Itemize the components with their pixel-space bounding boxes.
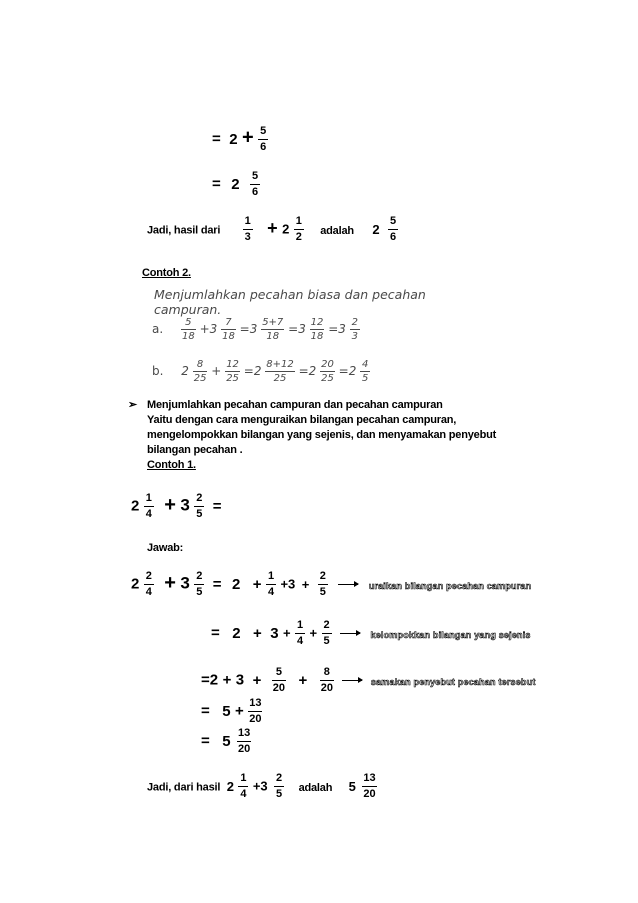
numerator: 2	[351, 317, 358, 328]
denominator: 5	[196, 586, 203, 598]
term: 5	[222, 732, 231, 750]
fraction	[320, 666, 334, 695]
equals-sign: =	[288, 322, 299, 336]
denominator: 18	[266, 331, 280, 342]
whole-number: 2	[229, 130, 238, 148]
item-label-b: b.	[152, 364, 164, 378]
denominator: 3	[351, 331, 358, 342]
plus-sign: +	[211, 364, 222, 378]
numerator: 5	[275, 666, 282, 678]
equation-line-2	[212, 170, 260, 199]
numerator: 2	[276, 772, 283, 784]
fraction	[310, 317, 325, 342]
conclusion-mid: adalah	[320, 224, 354, 237]
plus-sign: +	[242, 126, 254, 149]
fraction	[238, 772, 248, 801]
plus-sign: +	[252, 778, 261, 794]
solution-step-1	[131, 570, 531, 599]
numerator: 5	[251, 170, 259, 182]
whole-number: 2	[131, 497, 140, 515]
numerator: 8	[196, 359, 204, 370]
denominator: 25	[193, 373, 207, 384]
whole-number: 2	[253, 364, 262, 378]
problem-expression	[131, 492, 222, 521]
description-line-2: mengelompokkan bilangan yang sejenis, dan menyamakan penyebut	[147, 429, 497, 441]
solution-step-3	[201, 666, 536, 695]
numerator: 12	[310, 317, 324, 328]
solution-step-4	[201, 697, 262, 726]
fraction	[294, 215, 304, 244]
equals-sign: =	[201, 671, 210, 689]
numerator: 2	[323, 619, 330, 631]
fraction	[237, 727, 251, 756]
numerator: 13	[238, 727, 251, 739]
fraction	[295, 619, 305, 648]
numerator: 8	[323, 666, 330, 678]
plus-sign: +	[164, 493, 176, 516]
denominator: 25	[321, 373, 334, 384]
whole-number: 2	[231, 175, 240, 193]
equals-sign: =	[201, 732, 210, 750]
plus-sign: +	[252, 671, 262, 689]
denominator: 4	[145, 586, 152, 598]
fraction	[194, 492, 204, 521]
denominator: 6	[389, 231, 397, 243]
denominator: 20	[272, 682, 286, 694]
example-2a	[152, 317, 360, 342]
whole-number: 3	[180, 495, 190, 515]
step-note: uraikan bilangan pecahan campuran	[368, 580, 532, 591]
denominator: 18	[222, 331, 235, 342]
fraction	[318, 570, 328, 599]
denominator: 5	[196, 508, 203, 520]
result-whole: 5	[348, 778, 356, 794]
term: 2	[209, 671, 219, 689]
numerator: 5	[389, 215, 397, 227]
solution-step-5	[201, 727, 251, 756]
whole-number: 2	[226, 778, 234, 794]
conclusion-line-2	[147, 772, 377, 801]
fraction	[266, 570, 276, 599]
plus-sign: +	[253, 624, 262, 642]
denominator: 20	[363, 788, 376, 800]
fraction	[250, 170, 260, 199]
fraction	[272, 666, 286, 695]
denominator: 20	[249, 713, 262, 725]
example-2-box	[148, 287, 488, 397]
whole-number: 2	[308, 364, 317, 378]
fraction	[274, 772, 284, 801]
equals-sign: =	[212, 575, 222, 593]
fraction	[221, 317, 236, 342]
term: 2	[231, 575, 241, 593]
whole-number: 3	[260, 778, 268, 794]
fraction	[194, 570, 204, 599]
section-title: Menjumlahkan pecahan campuran dan pecahan campuran	[147, 399, 443, 411]
example-2-box-title: Menjumlahkan pecahan biasa dan pecahan campuran.	[154, 287, 426, 317]
denominator: 4	[297, 635, 304, 647]
example-2b	[152, 359, 370, 384]
equals-sign: =	[212, 497, 222, 515]
numerator: 12	[226, 359, 239, 370]
term: 3	[235, 671, 245, 689]
numerator: 20	[321, 359, 334, 370]
term: 3	[270, 624, 279, 642]
answer-label: Jawab:	[147, 542, 184, 554]
numerator: 5	[185, 317, 192, 328]
denominator: 20	[320, 682, 333, 694]
plus-sign: +	[283, 625, 291, 641]
equals-sign: =	[243, 364, 254, 378]
term: 2	[232, 624, 241, 642]
fraction	[181, 317, 196, 342]
fraction	[360, 359, 370, 384]
fraction	[350, 317, 360, 342]
description-line-3: bilangan pecahan .	[147, 444, 243, 456]
fraction	[248, 697, 262, 726]
numerator: 2	[196, 492, 203, 504]
denominator: 4	[267, 586, 275, 598]
numerator: 13	[363, 772, 376, 784]
whole-number: 3	[180, 573, 190, 593]
whole-number: 2	[131, 575, 140, 593]
denominator: 25	[273, 373, 287, 384]
numerator: 1	[240, 772, 247, 784]
arrow-icon	[340, 633, 360, 634]
conclusion-line-1	[147, 215, 398, 244]
denominator: 18	[182, 331, 195, 342]
solution-step-2	[211, 619, 531, 648]
description-line-1: Yaitu dengan cara menguraikan bilangan pecahan campuran,	[147, 414, 457, 426]
term: 3	[288, 576, 296, 592]
denominator: 5	[323, 635, 330, 647]
fraction	[144, 570, 154, 599]
equals-sign: =	[212, 175, 221, 193]
fraction	[144, 492, 154, 521]
plus-sign: +	[280, 576, 289, 592]
conclusion-lead: Jadi, hasil dari	[147, 224, 221, 237]
equation-line-1	[212, 125, 268, 154]
denominator: 5	[362, 373, 369, 384]
denominator: 3	[244, 231, 251, 243]
whole-number: 2	[348, 364, 357, 378]
fraction	[243, 215, 253, 244]
numerator: 2	[145, 570, 152, 582]
denominator: 20	[238, 743, 251, 755]
numerator: 1	[295, 215, 302, 227]
equals-sign: =	[239, 322, 250, 336]
fraction	[320, 359, 335, 384]
result-fraction	[362, 772, 376, 801]
fraction	[193, 359, 208, 384]
numerator: 1	[145, 492, 152, 504]
denominator: 2	[295, 231, 302, 243]
whole-number: 3	[338, 322, 346, 336]
step-note: samakan penyebut pecahan tersebut	[370, 676, 536, 687]
fraction	[261, 317, 284, 342]
numerator: 7	[225, 317, 232, 328]
denominator: 18	[310, 331, 324, 342]
plus-sign: +	[235, 702, 244, 720]
denominator: 25	[226, 373, 239, 384]
plus-sign: +	[301, 576, 310, 592]
numerator: 8+12	[266, 359, 294, 370]
term: 5	[222, 702, 231, 720]
whole-number: 3	[249, 322, 258, 336]
fraction	[265, 359, 294, 384]
denominator: 6	[260, 141, 267, 153]
item-label-a: a.	[152, 322, 164, 336]
denominator: 4	[145, 508, 152, 520]
result-whole: 2	[372, 221, 380, 237]
plus-sign: +	[252, 575, 262, 593]
denominator: 5	[276, 788, 283, 800]
conclusion-lead: Jadi, dari hasil	[147, 781, 221, 794]
whole-number: 2	[282, 221, 290, 237]
whole-number: 3	[209, 322, 218, 336]
plus-sign: +	[164, 571, 176, 594]
result-fraction	[388, 215, 398, 244]
equals-sign: =	[328, 322, 339, 336]
arrow-icon	[338, 584, 358, 585]
plus-sign: +	[309, 625, 318, 641]
whole-number: 2	[181, 364, 189, 378]
plus-sign: +	[222, 671, 232, 689]
fraction	[225, 359, 240, 384]
numerator: 5	[260, 125, 267, 137]
numerator: 4	[362, 359, 369, 370]
plus-sign: +	[298, 671, 308, 689]
fraction	[258, 125, 268, 154]
numerator: 1	[267, 570, 275, 582]
denominator: 4	[240, 788, 247, 800]
numerator: 13	[249, 697, 262, 709]
equals-sign: =	[212, 130, 221, 148]
numerator: 2	[319, 570, 326, 582]
bullet-icon: ➢	[128, 399, 138, 411]
numerator: 1	[244, 215, 251, 227]
denominator: 6	[251, 186, 259, 198]
numerator: 5+7	[262, 317, 284, 328]
equals-sign: =	[211, 624, 220, 642]
plus-sign: +	[199, 322, 210, 336]
arrow-icon	[342, 680, 362, 681]
conclusion-mid: adalah	[298, 781, 333, 794]
equals-sign: =	[338, 364, 349, 378]
example-1-heading: Contoh 1.	[147, 459, 196, 471]
plus-sign: +	[267, 217, 278, 238]
denominator: 5	[319, 586, 326, 598]
equals-sign: =	[201, 702, 210, 720]
fraction	[322, 619, 332, 648]
numerator: 1	[297, 619, 304, 631]
example-2-heading: Contoh 2.	[142, 267, 191, 279]
numerator: 2	[196, 570, 203, 582]
step-note: kelompokkan bilangan yang sejenis	[370, 629, 531, 640]
equals-sign: =	[298, 364, 309, 378]
whole-number: 3	[298, 322, 306, 336]
